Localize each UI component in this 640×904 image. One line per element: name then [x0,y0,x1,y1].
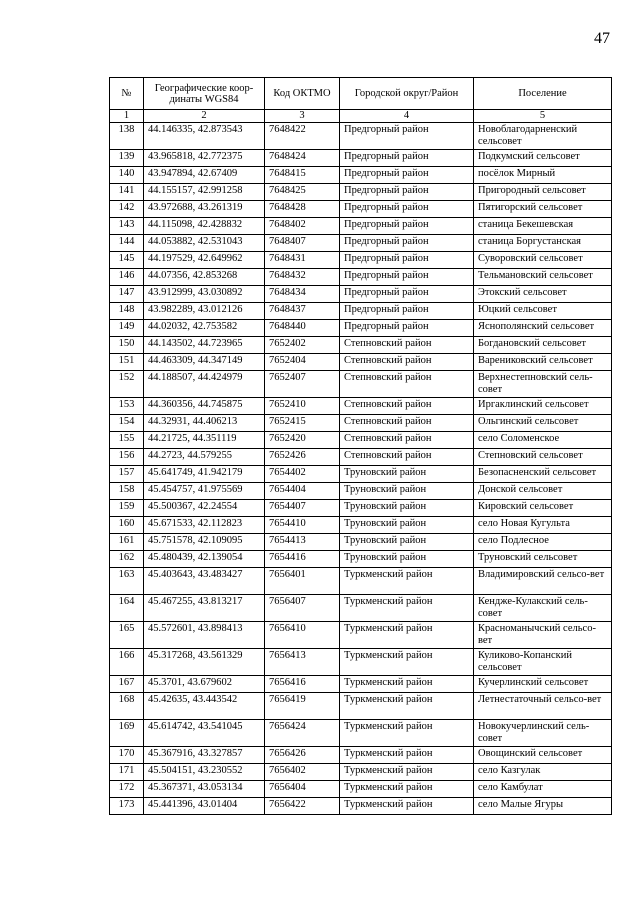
cell-oktmo: 7656416 [265,676,340,693]
cell-oktmo: 7656422 [265,798,340,815]
cell-number: 147 [110,286,144,303]
cell-number: 167 [110,676,144,693]
cell-district: Степновский район [340,371,474,398]
cell-coordinates: 45.614742, 43.541045 [144,720,265,747]
cell-oktmo: 7654407 [265,500,340,517]
cell-oktmo: 7652410 [265,398,340,415]
table-row [110,415,612,432]
cell-coordinates: 44.188507, 44.424979 [144,371,265,398]
cell-coordinates: 45.500367, 42.24554 [144,500,265,517]
cell-number: 157 [110,466,144,483]
cell-coordinates: 45.441396, 43.01404 [144,798,265,815]
cell-coordinates: 45.367371, 43.053134 [144,781,265,798]
cell-number: 138 [110,123,144,150]
cell-coordinates: 45.572601, 43.898413 [144,622,265,649]
cell-number: 161 [110,534,144,551]
table-body [110,123,612,815]
cell-settlement: село Казгулак [474,764,612,781]
cell-district: Предгорный район [340,184,474,201]
cell-district: Предгорный район [340,303,474,320]
cell-oktmo: 7654416 [265,551,340,568]
column-number: 5 [474,110,612,123]
cell-oktmo: 7648434 [265,286,340,303]
cell-settlement: Безопасненский сельсовет [474,466,612,483]
cell-number: 164 [110,595,144,622]
cell-number: 152 [110,371,144,398]
cell-number: 168 [110,693,144,720]
header-coordinates: Географические коор-динаты WGS84 [144,78,265,110]
table-row [110,781,612,798]
cell-number: 172 [110,781,144,798]
cell-coordinates: 43.982289, 43.012126 [144,303,265,320]
cell-oktmo: 7648407 [265,235,340,252]
cell-district: Труновский район [340,466,474,483]
cell-number: 156 [110,449,144,466]
cell-oktmo: 7656407 [265,595,340,622]
cell-coordinates: 43.947894, 42.67409 [144,167,265,184]
header-district: Городской округ/Район [340,78,474,110]
cell-settlement: Кировский сельсовет [474,500,612,517]
cell-coordinates: 44.02032, 42.753582 [144,320,265,337]
cell-settlement: Донской сельсовет [474,483,612,500]
cell-district: Степновский район [340,415,474,432]
cell-number: 139 [110,150,144,167]
table-row [110,218,612,235]
cell-district: Степновский район [340,432,474,449]
cell-settlement: Ольгинский сельсовет [474,415,612,432]
cell-settlement: станица Боргустанская [474,235,612,252]
cell-district: Туркменский район [340,622,474,649]
cell-settlement: Куликово-Копанский сельсовет [474,649,612,676]
cell-number: 141 [110,184,144,201]
column-number: 4 [340,110,474,123]
table-row [110,534,612,551]
column-number: 1 [110,110,144,123]
cell-settlement: Этокский сельсовет [474,286,612,303]
cell-settlement: Пригородный сельсовет [474,184,612,201]
table-row [110,269,612,286]
cell-number: 145 [110,252,144,269]
cell-oktmo: 7648402 [265,218,340,235]
cell-oktmo: 7648428 [265,201,340,218]
cell-number: 140 [110,167,144,184]
cell-number: 160 [110,517,144,534]
table-row [110,201,612,218]
cell-coordinates: 44.115098, 42.428832 [144,218,265,235]
cell-coordinates: 44.07356, 42.853268 [144,269,265,286]
cell-settlement: Степновский сельсовет [474,449,612,466]
settlements-table [109,77,612,815]
cell-district: Предгорный район [340,235,474,252]
cell-district: Туркменский район [340,720,474,747]
cell-district: Туркменский район [340,798,474,815]
cell-district: Туркменский район [340,568,474,595]
cell-district: Туркменский район [340,595,474,622]
cell-settlement: Юцкий сельсовет [474,303,612,320]
cell-number: 149 [110,320,144,337]
cell-number: 169 [110,720,144,747]
table-row [110,649,612,676]
cell-number: 166 [110,649,144,676]
cell-coordinates: 45.467255, 43.813217 [144,595,265,622]
cell-number: 150 [110,337,144,354]
table-row [110,764,612,781]
cell-coordinates: 44.053882, 42.531043 [144,235,265,252]
cell-settlement: Новокучерлинский сель-совет [474,720,612,747]
cell-oktmo: 7656401 [265,568,340,595]
cell-number: 159 [110,500,144,517]
cell-district: Туркменский район [340,649,474,676]
cell-oktmo: 7654413 [265,534,340,551]
header-oktmo: Код ОКТМО [265,78,340,110]
cell-district: Туркменский район [340,764,474,781]
cell-settlement: посёлок Мирный [474,167,612,184]
cell-coordinates: 43.912999, 43.030892 [144,286,265,303]
cell-number: 155 [110,432,144,449]
cell-number: 165 [110,622,144,649]
cell-district: Предгорный район [340,150,474,167]
cell-district: Степновский район [340,337,474,354]
cell-district: Предгорный район [340,218,474,235]
cell-coordinates: 45.317268, 43.561329 [144,649,265,676]
cell-oktmo: 7652404 [265,354,340,371]
cell-coordinates: 45.671533, 42.112823 [144,517,265,534]
cell-coordinates: 45.480439, 42.139054 [144,551,265,568]
cell-settlement: Тельмановский сельсовет [474,269,612,286]
cell-number: 151 [110,354,144,371]
cell-settlement: село Малые Ягуры [474,798,612,815]
cell-number: 158 [110,483,144,500]
cell-coordinates: 45.3701, 43.679602 [144,676,265,693]
cell-settlement: Подкумский сельсовет [474,150,612,167]
cell-district: Предгорный район [340,123,474,150]
cell-oktmo: 7652402 [265,337,340,354]
table-row [110,235,612,252]
cell-coordinates: 44.360356, 44.745875 [144,398,265,415]
cell-number: 154 [110,415,144,432]
cell-district: Предгорный район [340,320,474,337]
cell-oktmo: 7648437 [265,303,340,320]
cell-district: Туркменский район [340,693,474,720]
cell-coordinates: 45.367916, 43.327857 [144,747,265,764]
table-row [110,398,612,415]
table-row [110,622,612,649]
cell-district: Предгорный район [340,269,474,286]
cell-number: 170 [110,747,144,764]
header-number: № [110,78,144,110]
table-row [110,568,612,595]
table-row [110,252,612,269]
cell-coordinates: 45.42635, 43.443542 [144,693,265,720]
table-row [110,693,612,720]
table-row [110,150,612,167]
table-row [110,320,612,337]
table-row [110,466,612,483]
table-row [110,432,612,449]
cell-oktmo: 7656419 [265,693,340,720]
table-header-row [110,78,612,110]
cell-settlement: Варениковский сельсовет [474,354,612,371]
table-row [110,123,612,150]
cell-coordinates: 45.454757, 41.975569 [144,483,265,500]
cell-settlement: село Соломенское [474,432,612,449]
cell-district: Предгорный район [340,201,474,218]
cell-oktmo: 7648431 [265,252,340,269]
table-row [110,337,612,354]
cell-oktmo: 7648415 [265,167,340,184]
cell-number: 162 [110,551,144,568]
column-number: 3 [265,110,340,123]
cell-number: 171 [110,764,144,781]
cell-oktmo: 7656404 [265,781,340,798]
cell-coordinates: 44.21725, 44.351119 [144,432,265,449]
cell-district: Труновский район [340,517,474,534]
cell-district: Предгорный район [340,286,474,303]
table-row [110,595,612,622]
cell-settlement: Богдановский сельсовет [474,337,612,354]
cell-coordinates: 43.965818, 42.772375 [144,150,265,167]
cell-coordinates: 45.504151, 43.230552 [144,764,265,781]
cell-settlement: Владимировский сельсо-вет [474,568,612,595]
cell-settlement: село Камбулат [474,781,612,798]
cell-oktmo: 7656402 [265,764,340,781]
cell-settlement: Красноманычский сельсо-вет [474,622,612,649]
cell-district: Степновский район [340,398,474,415]
cell-oktmo: 7656410 [265,622,340,649]
cell-number: 153 [110,398,144,415]
cell-coordinates: 44.155157, 42.991258 [144,184,265,201]
table-row [110,449,612,466]
cell-coordinates: 44.143502, 44.723965 [144,337,265,354]
table-row [110,747,612,764]
table-row [110,371,612,398]
cell-coordinates: 43.972688, 43.261319 [144,201,265,218]
cell-settlement: станица Бекешевская [474,218,612,235]
cell-coordinates: 45.751578, 42.109095 [144,534,265,551]
table-row [110,184,612,201]
cell-oktmo: 7648425 [265,184,340,201]
cell-coordinates: 44.463309, 44.347149 [144,354,265,371]
header-settlement: Поселение [474,78,612,110]
table-row [110,676,612,693]
cell-oktmo: 7654404 [265,483,340,500]
cell-coordinates: 44.32931, 44.406213 [144,415,265,432]
table-row [110,354,612,371]
cell-settlement: Пятигорский сельсовет [474,201,612,218]
cell-district: Туркменский район [340,747,474,764]
cell-settlement: Иргаклинский сельсовет [474,398,612,415]
cell-settlement: Суворовский сельсовет [474,252,612,269]
table-row [110,517,612,534]
cell-oktmo: 7656424 [265,720,340,747]
cell-oktmo: 7654402 [265,466,340,483]
cell-number: 144 [110,235,144,252]
table-row [110,167,612,184]
cell-district: Туркменский район [340,781,474,798]
cell-settlement: Кендже-Кулакский сель-совет [474,595,612,622]
table-row [110,483,612,500]
cell-district: Предгорный район [340,167,474,184]
cell-settlement: село Новая Кугульта [474,517,612,534]
cell-district: Труновский район [340,483,474,500]
cell-oktmo: 7652420 [265,432,340,449]
cell-settlement: Летнестаточный сельсо-вет [474,693,612,720]
cell-oktmo: 7652407 [265,371,340,398]
cell-settlement: Верхнестепновский сель-совет [474,371,612,398]
cell-district: Предгорный район [340,252,474,269]
page-number: 47 [594,30,610,47]
cell-coordinates: 45.403643, 43.483427 [144,568,265,595]
cell-oktmo: 7648432 [265,269,340,286]
cell-number: 146 [110,269,144,286]
table-row [110,500,612,517]
cell-oktmo: 7652426 [265,449,340,466]
cell-district: Труновский район [340,534,474,551]
cell-district: Туркменский район [340,676,474,693]
cell-settlement: село Подлесное [474,534,612,551]
table-row [110,551,612,568]
cell-coordinates: 44.2723, 44.579255 [144,449,265,466]
cell-oktmo: 7648422 [265,123,340,150]
cell-oktmo: 7656413 [265,649,340,676]
cell-settlement: Труновский сельсовет [474,551,612,568]
cell-settlement: Новоблагодарненский сельсовет [474,123,612,150]
cell-district: Труновский район [340,500,474,517]
cell-coordinates: 44.197529, 42.649962 [144,252,265,269]
cell-oktmo: 7648440 [265,320,340,337]
cell-number: 163 [110,568,144,595]
cell-oktmo: 7648424 [265,150,340,167]
cell-number: 143 [110,218,144,235]
cell-oktmo: 7652415 [265,415,340,432]
cell-settlement: Овощинский сельсовет [474,747,612,764]
cell-coordinates: 44.146335, 42.873543 [144,123,265,150]
cell-district: Степновский район [340,449,474,466]
table-row [110,798,612,815]
table-row [110,286,612,303]
cell-number: 173 [110,798,144,815]
cell-district: Труновский район [340,551,474,568]
cell-number: 142 [110,201,144,218]
cell-number: 148 [110,303,144,320]
cell-settlement: Яснополянский сельсовет [474,320,612,337]
cell-district: Степновский район [340,354,474,371]
table-row [110,303,612,320]
column-number-row [110,110,612,123]
cell-oktmo: 7656426 [265,747,340,764]
table-row [110,720,612,747]
cell-coordinates: 45.641749, 41.942179 [144,466,265,483]
cell-oktmo: 7654410 [265,517,340,534]
column-number: 2 [144,110,265,123]
cell-settlement: Кучерлинский сельсовет [474,676,612,693]
